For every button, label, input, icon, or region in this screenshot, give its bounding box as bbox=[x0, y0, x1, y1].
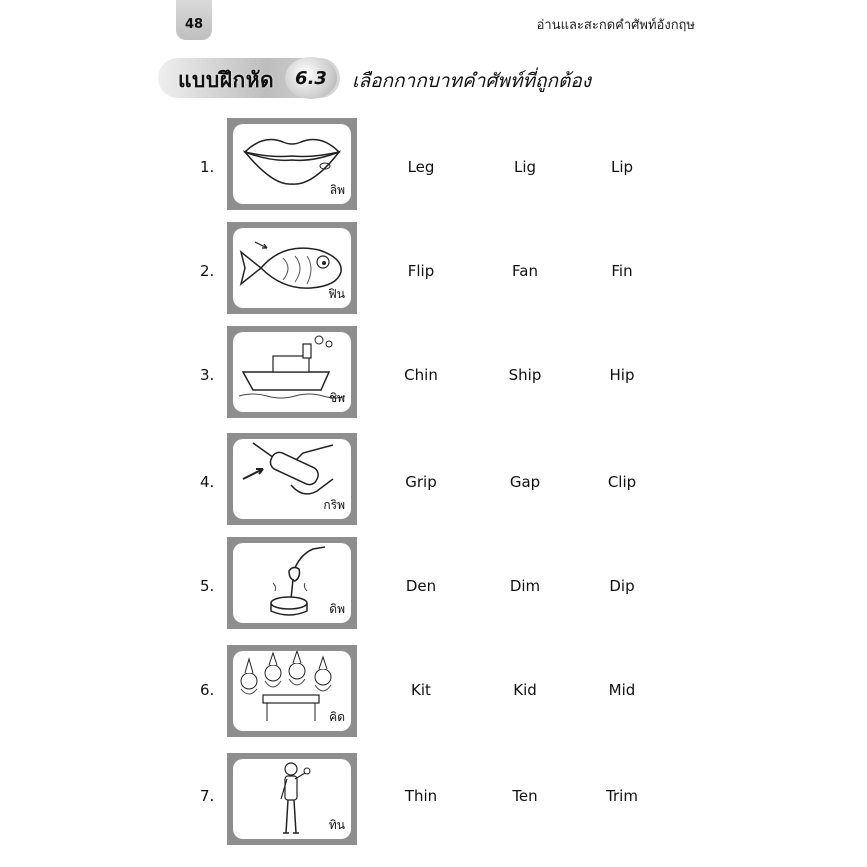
choice-option[interactable]: Grip bbox=[405, 473, 437, 491]
choice-option[interactable]: Clip bbox=[607, 473, 637, 491]
exercise-number-badge bbox=[285, 57, 337, 99]
exercise-row bbox=[0, 753, 867, 845]
item-number: 1. bbox=[200, 158, 215, 176]
card-caption: คิด bbox=[329, 710, 345, 724]
card-caption: ชิพ bbox=[328, 391, 345, 405]
choice-option[interactable]: Fan bbox=[512, 262, 538, 280]
card-caption: ฟิน bbox=[328, 287, 345, 301]
choice-option[interactable]: Leg bbox=[407, 158, 435, 176]
item-number: 2. bbox=[200, 262, 215, 280]
picture-card bbox=[227, 326, 357, 418]
card-caption: กริพ bbox=[323, 498, 345, 512]
choice-option[interactable]: Lig bbox=[513, 158, 537, 176]
exercise-instruction: เลือกกากบาทคำศัพท์ที่ถูกต้อง bbox=[352, 70, 592, 92]
choice-option[interactable]: Hip bbox=[609, 366, 635, 384]
exercise-row bbox=[0, 118, 867, 210]
page-number: 48 bbox=[184, 17, 204, 32]
picture-card bbox=[227, 433, 357, 525]
item-number: 3. bbox=[200, 366, 215, 384]
picture-card bbox=[227, 645, 357, 737]
exercise-row bbox=[0, 222, 867, 314]
choice-option[interactable]: Gap bbox=[509, 473, 541, 491]
picture-card bbox=[227, 537, 357, 629]
choice-option[interactable]: Ship bbox=[508, 366, 542, 384]
choice-option[interactable]: Fin bbox=[611, 262, 633, 280]
item-number: 5. bbox=[200, 577, 215, 595]
choice-option[interactable]: Mid bbox=[608, 681, 636, 699]
choice-option[interactable]: Flip bbox=[407, 262, 435, 280]
exercise-number: 6.3 bbox=[295, 67, 327, 89]
item-number: 6. bbox=[200, 681, 215, 699]
choice-option[interactable]: Ten bbox=[512, 787, 538, 805]
choice-option[interactable]: Den bbox=[405, 577, 437, 595]
choice-option[interactable]: Dip bbox=[609, 577, 635, 595]
picture-card bbox=[227, 753, 357, 845]
choice-option[interactable]: Dim bbox=[509, 577, 541, 595]
running-title: อ่านและสะกดคำศัพท์อังกฤษ bbox=[536, 18, 695, 33]
item-number: 4. bbox=[200, 473, 215, 491]
card-caption: ทิน bbox=[328, 818, 345, 832]
card-caption: ดิพ bbox=[329, 602, 345, 616]
choice-option[interactable]: Kit bbox=[411, 681, 431, 699]
choice-option[interactable]: Kid bbox=[513, 681, 537, 699]
picture-card bbox=[227, 118, 357, 210]
choice-option[interactable]: Trim bbox=[606, 787, 638, 805]
choice-option[interactable]: Thin bbox=[404, 787, 438, 805]
card-caption: ลิพ bbox=[329, 183, 345, 197]
exercise-row bbox=[0, 326, 867, 418]
choice-option[interactable]: Lip bbox=[610, 158, 634, 176]
exercise-row bbox=[0, 537, 867, 629]
page-number-tab bbox=[176, 0, 212, 40]
choice-option[interactable]: Chin bbox=[404, 366, 438, 384]
exercise-label: แบบฝึกหัด bbox=[178, 68, 275, 92]
exercise-row bbox=[0, 433, 867, 525]
picture-card bbox=[227, 222, 357, 314]
exercise-row bbox=[0, 645, 867, 737]
item-number: 7. bbox=[200, 787, 215, 805]
